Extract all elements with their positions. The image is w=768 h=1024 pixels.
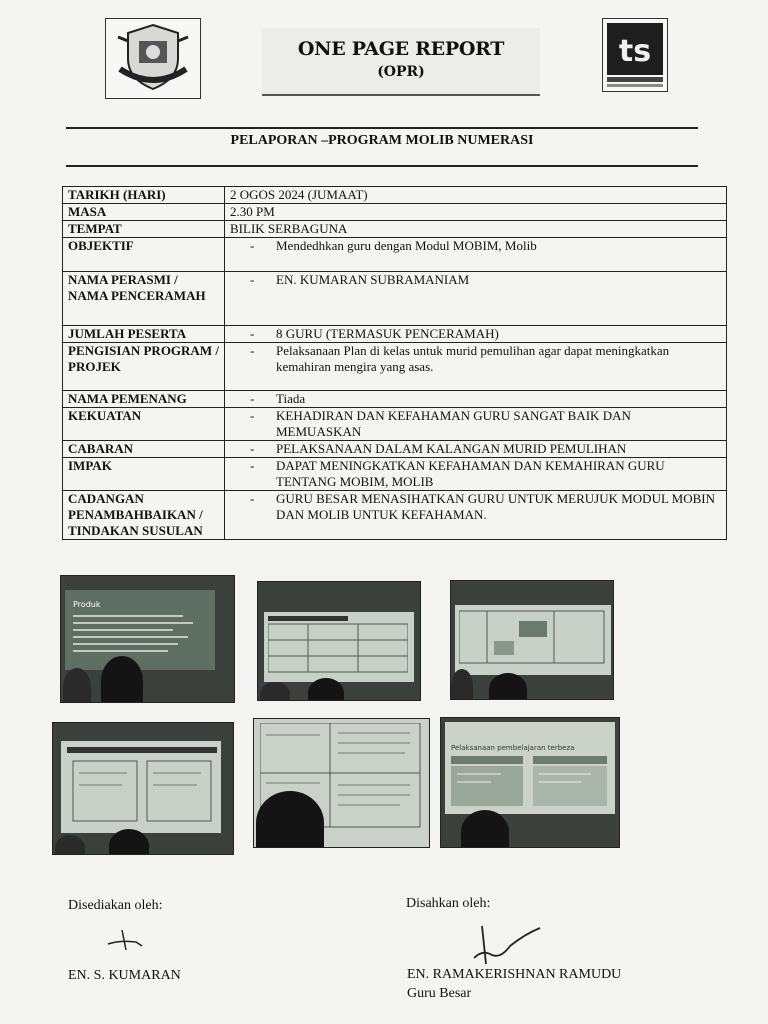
row-label: NAMA PERASMI / NAMA PENCERAMAH	[63, 272, 225, 326]
event-photo-3	[450, 580, 614, 700]
row-dash: -	[250, 408, 255, 423]
row-label: KEKUATAN	[63, 408, 225, 441]
row-dash: -	[250, 441, 255, 456]
row-value-cell	[225, 491, 727, 540]
report-title-box	[262, 28, 540, 96]
event-photo-5	[253, 718, 430, 848]
row-dash: -	[250, 326, 255, 341]
row-dash: -	[250, 238, 255, 253]
row-value-cell	[225, 187, 727, 204]
row-value: 2 OGOS 2024 (JUMAAT)	[230, 187, 368, 202]
school-crest-logo	[105, 18, 201, 99]
row-value: Mendedhkan guru dengan Modul MOBIM, Molib	[276, 238, 537, 253]
row-value: KEHADIRAN DAN KEFAHAMAN GURU SANGAT BAIK DAN MEMUASKAN	[276, 408, 631, 439]
prepared-signature	[100, 920, 160, 960]
row-value: BILIK SERBAGUNA	[230, 221, 348, 236]
row-value-cell	[225, 221, 727, 238]
report-table	[62, 186, 727, 540]
row-dash: -	[250, 391, 255, 406]
report-row	[63, 458, 727, 491]
photo-1-heading: Produk	[73, 600, 101, 609]
row-label: TEMPAT	[63, 221, 225, 238]
report-row	[63, 238, 727, 272]
row-value-cell	[225, 441, 727, 458]
row-value-cell	[225, 343, 727, 391]
approved-by-name: EN. RAMAKERISHNAN RAMUDU	[407, 967, 622, 982]
divider-bottom	[66, 165, 698, 167]
row-label: MASA	[63, 204, 225, 221]
prepared-by-label: Disediakan oleh:	[68, 898, 163, 913]
row-value-cell	[225, 204, 727, 221]
row-label: TARIKH (HARI)	[63, 187, 225, 204]
report-row	[63, 343, 727, 391]
approved-by-title: Guru Besar	[407, 986, 472, 1001]
row-value: Tiada	[276, 391, 306, 406]
approved-by-label: Disahkan oleh:	[406, 896, 491, 911]
svg-text:ts: ts	[618, 34, 652, 69]
row-value-cell	[225, 458, 727, 491]
report-row	[63, 187, 727, 204]
ts25-logo	[602, 18, 668, 92]
report-row	[63, 408, 727, 441]
event-photo-1	[60, 575, 235, 703]
row-dash: -	[250, 272, 255, 287]
photo-6-heading: Pelaksanaan pembelajaran terbeza	[451, 744, 575, 752]
report-subtitle: (OPR)	[377, 64, 425, 80]
row-value: PELAKSANAAN DALAM KALANGAN MURID PEMULIHAN	[276, 441, 627, 456]
row-dash: -	[250, 343, 255, 358]
row-value: 2.30 PM	[230, 204, 275, 219]
row-value: 8 GURU (TERMASUK PENCERAMAH)	[276, 326, 499, 341]
report-subject: PELAPORAN –PROGRAM MOLIB NUMERASI	[230, 133, 534, 148]
prepared-by-name: EN. S. KUMARAN	[68, 968, 181, 983]
row-value: Pelaksanaan Plan di kelas untuk murid pemulihan agar dapat meningkatkan kemahiran mengira yang asas.	[276, 343, 670, 374]
row-label: PENGISIAN PROGRAM / PROJEK	[63, 343, 225, 391]
row-value: DAPAT MENINGKATKAN KEFAHAMAN DAN KEMAHIRAN GURU TENTANG MOBIM, MOLIB	[276, 458, 665, 489]
row-label: CADANGAN PENAMBAHBAIKAN / TINDAKAN SUSULAN	[63, 491, 225, 540]
event-photo-2	[257, 581, 421, 701]
divider-top	[66, 127, 698, 129]
report-row	[63, 272, 727, 326]
row-label: OBJEKTIF	[63, 238, 225, 272]
row-label: IMPAK	[63, 458, 225, 491]
report-row	[63, 491, 727, 540]
report-row	[63, 391, 727, 408]
report-table-body	[63, 187, 727, 540]
report-row	[63, 221, 727, 238]
event-photo-4	[52, 722, 234, 855]
event-photo-6	[440, 717, 620, 848]
report-row	[63, 441, 727, 458]
report-title: ONE PAGE REPORT	[297, 38, 505, 60]
row-label: CABARAN	[63, 441, 225, 458]
report-row	[63, 326, 727, 343]
row-dash: -	[250, 491, 255, 506]
report-row	[63, 204, 727, 221]
row-value-cell	[225, 326, 727, 343]
row-label: NAMA PEMENANG	[63, 391, 225, 408]
row-label: JUMLAH PESERTA	[63, 326, 225, 343]
row-dash: -	[250, 458, 255, 473]
row-value-cell	[225, 391, 727, 408]
row-value-cell	[225, 408, 727, 441]
row-value-cell	[225, 238, 727, 272]
row-value: GURU BESAR MENASIHATKAN GURU UNTUK MERUJUK MODUL MOBIN DAN MOLIB UNTUK KEFAHAMAN.	[276, 491, 716, 522]
row-value-cell	[225, 272, 727, 326]
row-value: EN. KUMARAN SUBRAMANIAM	[276, 272, 470, 287]
